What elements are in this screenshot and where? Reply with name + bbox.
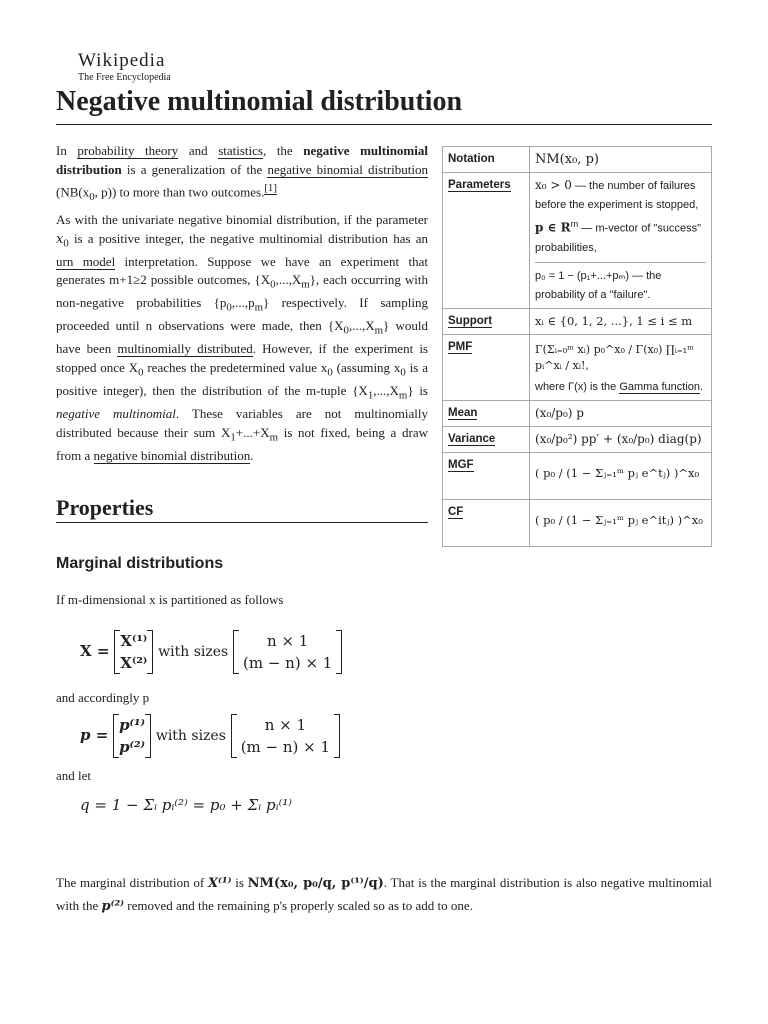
infobox-value: (x₀/p₀²) pp′ + (x₀/p₀) diag(p) xyxy=(530,426,712,452)
link-statistics[interactable]: statistics xyxy=(218,143,263,158)
link-urn-model[interactable]: urn model xyxy=(56,253,116,269)
intro-paragraph-1: In probability theory and statistics, the negative multinomial distribution is a generalization of the negative binomial distribution ($NB(x_0$, p)) to more than two outcomes.[1] xyxy=(56,143,428,203)
wordmark-name: Wikipedia xyxy=(78,50,166,71)
equation-p-partition: p = p⁽¹⁾ p⁽²⁾ with sizes n × 1 (m − n) × 1 xyxy=(80,714,340,758)
infobox-value: NM(x₀, p) xyxy=(530,147,712,173)
section-heading-properties: Properties xyxy=(56,495,154,520)
infobox-value: ( p₀ / (1 − Σⱼ₌₁ᵐ pⱼ e^tⱼ) )^x₀ xyxy=(530,452,712,499)
infobox-label: Notation xyxy=(443,147,530,173)
link-negative-binomial-distribution-2[interactable]: negative binomial distribution xyxy=(93,447,251,463)
infobox-label[interactable]: Variance xyxy=(443,426,530,452)
infobox-row-support xyxy=(443,308,712,334)
bold-term: negative multinomial distribution xyxy=(56,143,428,177)
infobox-row-pmf xyxy=(443,334,712,400)
infobox-label[interactable]: Parameters xyxy=(443,173,530,309)
paragraph-marginal-distribution: The marginal distribution of X⁽¹⁾ is NM(x₀, p₀/q, p⁽¹⁾/q). That is the marginal distribution is also negative multinomial with the p⁽²⁾ removed and the remaining p's properly scaled so as to add to one. xyxy=(56,875,712,914)
infobox xyxy=(442,146,712,547)
text-accordingly-p: and accordingly p xyxy=(56,690,150,705)
infobox-label[interactable]: CF xyxy=(443,499,530,546)
page-title: Negative multinomial distribution xyxy=(56,86,463,117)
subsection-heading-marginal: Marginal distributions xyxy=(56,555,224,572)
equation-q: q = 1 − Σᵢ pᵢ⁽²⁾ = p₀ + Σᵢ pᵢ⁽¹⁾ xyxy=(80,796,292,814)
infobox-label[interactable]: Mean xyxy=(443,400,530,426)
infobox-row-cf xyxy=(443,499,712,546)
infobox-value: xᵢ ∈ {0, 1, 2, ...}, 1 ≤ i ≤ m xyxy=(530,308,712,334)
wikipedia-wordmark[interactable] xyxy=(78,50,171,83)
infobox-row-notation xyxy=(443,147,712,173)
infobox-value: ( p₀ / (1 − Σⱼ₌₁ᵐ pⱼ e^itⱼ) )^x₀ xyxy=(530,499,712,546)
infobox-value: Γ(Σᵢ₌₀ᵐ xᵢ) p₀^x₀ / Γ(x₀) ∏ᵢ₌₁ᵐ pᵢ^xᵢ / xᵢ!, where Γ(x) is the Gamma function. xyxy=(530,334,712,400)
infobox-label[interactable]: MGF xyxy=(443,452,530,499)
infobox-row-variance xyxy=(443,426,712,452)
reference-1[interactable]: [1] xyxy=(264,182,277,194)
link-gamma-function[interactable]: Gamma function xyxy=(619,380,701,393)
link-negative-binomial-distribution[interactable]: negative binomial distribution xyxy=(267,161,428,177)
text-partition-intro: If m-dimensional x is partitioned as follows xyxy=(56,592,284,607)
link-probability-theory[interactable]: probability theory xyxy=(77,143,179,158)
infobox-row-mean xyxy=(443,400,712,426)
intro-paragraph-2: As with the univariate negative binomial distribution, if the parameter $x_0$ is a positive integer, the negative multinomial distribution has an urn model interpretation. Suppose we have an experiment that generates m+1≥2 possible outcomes, $\{X_0,...,X_m\}$, each occurring with non-negative probabilities $\{p_0,...,p_m\}$ respectively. If sampling proceeded until n observations were made, then $\{X_0,...,X_m\}$ would have been multinomially distributed. However, if the experiment is stopped once $X_0$ reaches the predetermined value $x_0$ (assuming $x_0$ is a positive integer), then the distribution of the m-tuple $\{X_1,...,X_m\}$ is negative multinomial. These variables are not multinomially distributed because their sum $X_1+...+X_m$ is not fixed, being a draw from a negative binomial distribution. xyxy=(56,212,428,463)
link-multinomially-distributed[interactable]: multinomially distributed xyxy=(117,341,253,357)
wordmark-tagline: The Free Encyclopedia xyxy=(78,72,171,83)
infobox-label[interactable]: Support xyxy=(443,308,530,334)
infobox-value: x₀ > 0 — the number of failures before the experiment is stopped, p ∈ $R^m$ — m-vector of "success" probabilities, p₀ = 1 − (p₁+...+pₘ) — the probability of a "failure". xyxy=(530,173,712,309)
infobox-row-mgf xyxy=(443,452,712,499)
title-divider xyxy=(56,124,712,125)
infobox-label[interactable]: PMF xyxy=(443,334,530,400)
infobox-value: (x₀/p₀) p xyxy=(530,400,712,426)
section-divider xyxy=(56,522,428,523)
text-and-let: and let xyxy=(56,768,92,783)
infobox-row-parameters xyxy=(443,173,712,309)
equation-x-partition: X = X⁽¹⁾ X⁽²⁾ with sizes n × 1 (m − n) × 1 xyxy=(80,630,342,674)
